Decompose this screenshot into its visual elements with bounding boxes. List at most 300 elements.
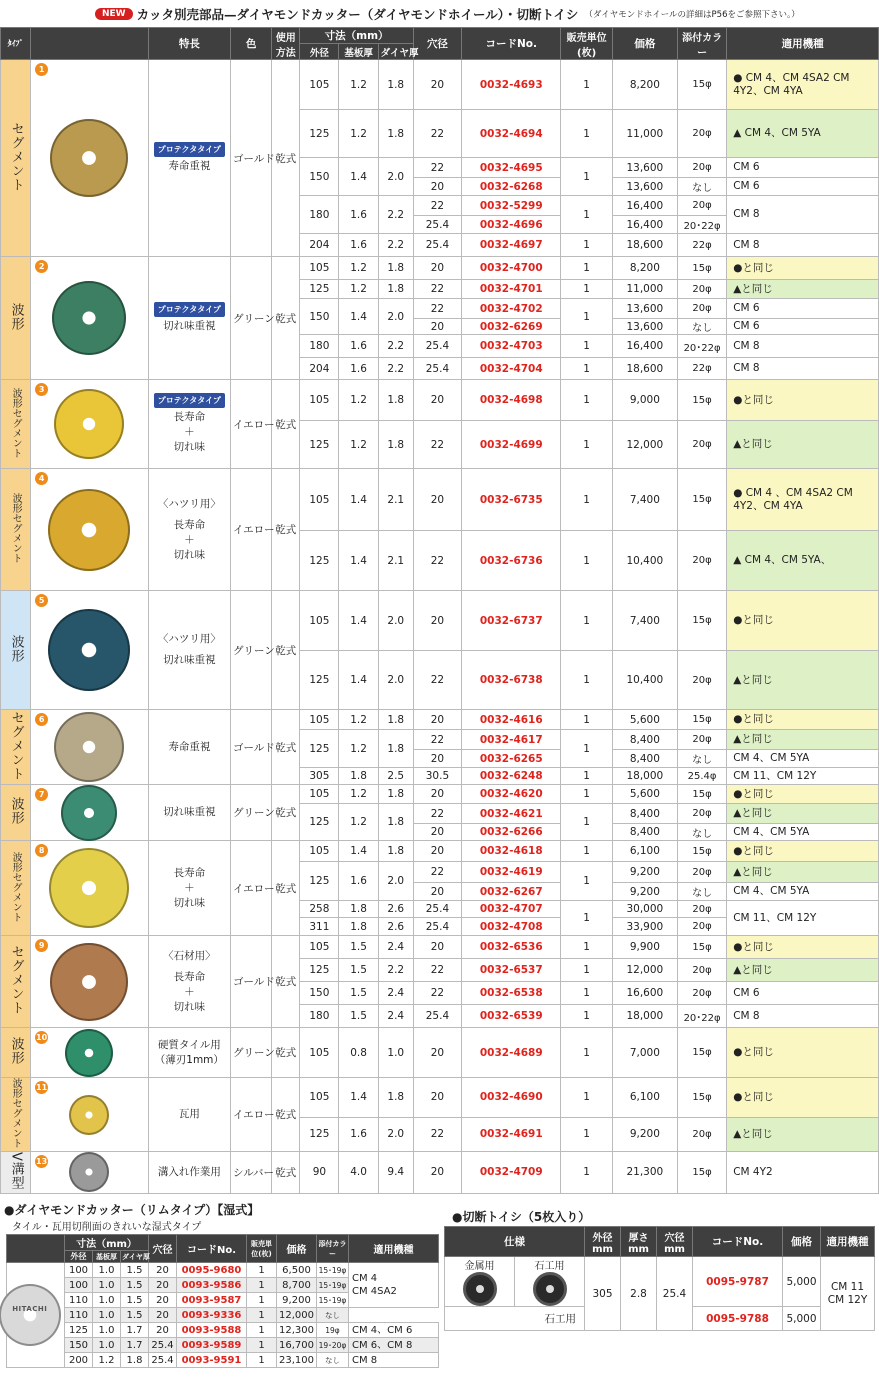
product-code: 0032-4707 xyxy=(462,901,561,918)
price: 33,900 xyxy=(612,918,677,936)
color-cell: グリーン xyxy=(231,591,272,710)
hole-diameter: 25.4 xyxy=(413,1005,461,1028)
col-method: 使用方法 xyxy=(272,28,300,60)
collar: 19φ xyxy=(317,1323,349,1338)
sales-unit: 1 xyxy=(561,936,612,959)
base-thickness: 1.4 xyxy=(339,158,378,196)
outer-diameter: 204 xyxy=(300,234,339,257)
base-thickness: 1.8 xyxy=(339,768,378,785)
collar: 22φ xyxy=(677,234,726,257)
base-thickness: 1.5 xyxy=(339,936,378,959)
hole-diameter: 20 xyxy=(413,841,461,862)
base-thickness: 1.6 xyxy=(339,1117,378,1151)
product-code: 0032-6248 xyxy=(462,768,561,785)
collar: 20･22φ xyxy=(677,216,726,234)
feature-line: ＋ xyxy=(184,881,195,894)
hole-diameter: 22 xyxy=(413,862,461,883)
hole-diameter: 20 xyxy=(413,785,461,804)
cut-col-code: コードNo. xyxy=(693,1227,783,1257)
feature-line: 長寿命 xyxy=(173,411,206,423)
method-cell: 乾式 xyxy=(272,841,300,936)
sales-unit: 1 xyxy=(561,110,612,158)
applicable-models: ▲ CM 4、CM 5YA、 xyxy=(727,531,879,591)
outer-diameter: 180 xyxy=(300,1005,339,1028)
hole-diameter: 20 xyxy=(149,1308,177,1323)
cut-metal-image xyxy=(445,1257,515,1307)
collar: 15･19φ xyxy=(317,1263,349,1278)
hole-diameter: 20 xyxy=(413,257,461,280)
diamond-thickness: 1.8 xyxy=(378,421,413,469)
applicable-models: CM 8 xyxy=(349,1353,439,1368)
outer-diameter: 180 xyxy=(300,335,339,358)
diamond-thickness: 2.0 xyxy=(378,1117,413,1151)
product-code: 0032-6266 xyxy=(462,824,561,841)
hole-diameter: 25.4 xyxy=(413,335,461,358)
hole-diameter: 20 xyxy=(149,1323,177,1338)
product-code: 0032-4616 xyxy=(462,710,561,730)
sales-unit: 1 xyxy=(561,1078,612,1118)
hole-diameter: 22 xyxy=(413,110,461,158)
diamond-disc-icon xyxy=(54,389,124,459)
color-cell: イエロー xyxy=(231,841,272,936)
hole-diameter: 20 xyxy=(149,1293,177,1308)
item-number: 4 xyxy=(35,472,48,485)
applicable-models: CM 6 xyxy=(727,299,879,319)
diamond-disc-icon xyxy=(48,489,130,571)
type-label: 波形セグメント xyxy=(10,387,22,458)
item-number: 5 xyxy=(35,594,48,607)
outer-diameter: 125 xyxy=(300,421,339,469)
sales-unit: 1 xyxy=(247,1353,277,1368)
collar: 15φ xyxy=(677,469,726,531)
collar: 15φ xyxy=(677,257,726,280)
base-thickness: 1.2 xyxy=(339,804,378,841)
product-image xyxy=(31,591,149,710)
applicable-models: CM 8 xyxy=(727,234,879,257)
applicable-models: ▲と同じ xyxy=(727,959,879,982)
base-thickness: 1.0 xyxy=(93,1263,121,1278)
sales-unit: 1 xyxy=(561,380,612,421)
collar: 15φ xyxy=(677,936,726,959)
outer-diameter: 105 xyxy=(300,380,339,421)
base-thickness: 1.0 xyxy=(93,1308,121,1323)
diamond-cutter-table xyxy=(0,27,879,1194)
table-row xyxy=(1,1152,879,1194)
outer-diameter: 105 xyxy=(300,841,339,862)
sales-unit: 1 xyxy=(561,710,612,730)
applicable-models: CM 4、CM 5YA xyxy=(727,883,879,901)
collar: 15φ xyxy=(677,841,726,862)
price: 8,200 xyxy=(612,60,677,110)
col-outer: 外径 xyxy=(300,44,339,60)
collar: 20･22φ xyxy=(677,335,726,358)
rim-section-title: ●ダイヤモンドカッター（リムタイプ）【湿式】 xyxy=(4,1203,260,1217)
feature-line: 切れ味重視 xyxy=(163,320,216,332)
product-code: 0032-4704 xyxy=(462,358,561,380)
page-note: （ダイヤモンドホイールの詳細はP56をご参照下さい。） xyxy=(584,9,800,20)
product-image xyxy=(31,257,149,380)
price: 8,400 xyxy=(612,750,677,768)
cut-col-spec: 仕様 xyxy=(445,1227,585,1257)
type-cell xyxy=(1,936,31,1028)
product-image xyxy=(31,841,149,936)
color-cell: グリーン xyxy=(231,785,272,841)
product-code: 0032-6539 xyxy=(462,1005,561,1028)
item-number: 3 xyxy=(35,383,48,396)
price: 9,200 xyxy=(612,883,677,901)
item-number: 9 xyxy=(35,939,48,952)
product-code: 0032-4709 xyxy=(462,1152,561,1194)
product-code: 0093-9589 xyxy=(177,1338,247,1353)
price: 12,300 xyxy=(277,1323,317,1338)
diamond-thickness: 1.0 xyxy=(378,1028,413,1078)
hole-diameter: 22 xyxy=(413,280,461,299)
diamond-thickness: 1.8 xyxy=(378,60,413,110)
base-thickness: 1.4 xyxy=(339,841,378,862)
outer-diameter: 150 xyxy=(65,1338,93,1353)
method-cell: 乾式 xyxy=(272,60,300,257)
price: 6,500 xyxy=(277,1263,317,1278)
feature-line: （薄刃1mm） xyxy=(154,1053,224,1066)
color-cell: グリーン xyxy=(231,257,272,380)
product-code: 0032-4698 xyxy=(462,380,561,421)
hole-diameter: 22 xyxy=(413,299,461,319)
item-number: 6 xyxy=(35,713,48,726)
hole-diameter: 20 xyxy=(413,469,461,531)
feature-line: 〈ハツリ用〉 xyxy=(157,497,221,510)
feature-cell xyxy=(148,1078,230,1152)
table-row xyxy=(1,785,879,804)
product-code: 0032-4708 xyxy=(462,918,561,936)
rim-col-unit: 販売単位(枚) xyxy=(247,1235,277,1263)
price: 8,700 xyxy=(277,1278,317,1293)
cut-spec: 石工用 xyxy=(445,1307,585,1331)
type-label: 波形セグメント xyxy=(10,851,22,922)
product-image xyxy=(31,710,149,785)
collar: 15φ xyxy=(677,380,726,421)
page-title: カッタ別売部品—ダイヤモンドカッター（ダイヤモンドホイール）・切断トイシ xyxy=(136,6,579,22)
hole-diameter: 20 xyxy=(413,710,461,730)
feature-line: 切れ味重視 xyxy=(163,806,216,818)
applicable-models: CM 4、CM 5YA xyxy=(727,824,879,841)
hole-diameter: 22 xyxy=(413,531,461,591)
hole-diameter: 20 xyxy=(413,824,461,841)
base-thickness: 1.4 xyxy=(339,591,378,651)
hole-diameter: 20 xyxy=(413,1152,461,1194)
outer-diameter: 105 xyxy=(300,936,339,959)
product-code: 0032-6538 xyxy=(462,982,561,1005)
sales-unit: 1 xyxy=(561,785,612,804)
diamond-disc-icon xyxy=(69,1152,109,1192)
table-row xyxy=(1,710,879,730)
product-code: 0032-4617 xyxy=(462,730,561,750)
applicable-models: ●と同じ xyxy=(727,1028,879,1078)
col-hole: 穴径 xyxy=(413,28,461,60)
cut-col-thick: 厚さmm xyxy=(621,1227,657,1257)
outer-diameter: 110 xyxy=(65,1308,93,1323)
applicable-models: ● CM 4 、CM 4SA2 CM 4Y2、CM 4YA xyxy=(727,469,879,531)
feature-cell xyxy=(148,785,230,841)
collar: 20φ xyxy=(677,804,726,824)
feature-line: 瓦用 xyxy=(178,1108,200,1120)
diamond-disc-icon xyxy=(65,1029,113,1077)
diamond-thickness: 2.5 xyxy=(378,768,413,785)
hole-diameter: 22 xyxy=(413,1117,461,1151)
feature-cell xyxy=(148,591,230,710)
outer-diameter: 125 xyxy=(300,110,339,158)
hole-diameter: 22 xyxy=(413,959,461,982)
outer-diameter: 200 xyxy=(65,1353,93,1368)
diamond-thickness: 1.5 xyxy=(121,1278,149,1293)
col-base: 基板厚 xyxy=(339,44,378,60)
cut-metal-label: 金属用 xyxy=(464,1261,495,1272)
applicable-models: ●と同じ xyxy=(727,785,879,804)
sales-unit: 1 xyxy=(561,901,612,936)
product-code: 0032-4697 xyxy=(462,234,561,257)
collar: 15･19φ xyxy=(317,1278,349,1293)
product-code: 0032-6268 xyxy=(462,178,561,196)
type-label: 波形セグメント xyxy=(10,493,22,563)
diamond-thickness: 2.2 xyxy=(378,196,413,234)
sales-unit: 1 xyxy=(561,959,612,982)
collar: なし xyxy=(677,319,726,335)
collar: なし xyxy=(677,883,726,901)
base-thickness: 1.2 xyxy=(339,785,378,804)
product-code: 0032-4696 xyxy=(462,216,561,234)
price: 7,000 xyxy=(612,1028,677,1078)
hole-diameter: 20 xyxy=(413,178,461,196)
diamond-thickness: 2.6 xyxy=(378,901,413,918)
product-code: 0093-9586 xyxy=(177,1278,247,1293)
feature-line: 溝入れ作業用 xyxy=(157,1165,221,1178)
outer-diameter: 258 xyxy=(300,901,339,918)
hole-diameter: 20 xyxy=(149,1278,177,1293)
method-cell: 乾式 xyxy=(272,710,300,785)
collar: 20φ xyxy=(677,110,726,158)
outer-diameter: 305 xyxy=(300,768,339,785)
price: 9,200 xyxy=(277,1293,317,1308)
collar: 20φ xyxy=(677,730,726,750)
cut-col-app: 適用機種 xyxy=(821,1227,875,1257)
applicable-models: ●と同じ xyxy=(727,257,879,280)
price: 18,600 xyxy=(612,358,677,380)
price: 13,600 xyxy=(612,158,677,178)
applicable-models: CM 8 xyxy=(727,335,879,358)
method-cell: 乾式 xyxy=(272,1152,300,1194)
base-thickness: 1.6 xyxy=(339,196,378,234)
table-row xyxy=(7,1338,439,1353)
applicable-models: CM 4、CM 5YA xyxy=(727,750,879,768)
price: 9,200 xyxy=(612,1117,677,1151)
product-code: 0032-6737 xyxy=(462,591,561,651)
applicable-models: CM 4Y2 xyxy=(727,1152,879,1194)
applicable-models: ▲と同じ xyxy=(727,1117,879,1151)
table-row xyxy=(7,1263,439,1278)
cut-outer: 305 xyxy=(585,1257,621,1331)
color-cell: イエロー xyxy=(231,380,272,469)
col-feature: 特長 xyxy=(148,28,230,60)
applicable-models: CM 6 xyxy=(727,178,879,196)
price: 16,400 xyxy=(612,335,677,358)
price: 13,600 xyxy=(612,319,677,335)
product-code: 0032-6269 xyxy=(462,319,561,335)
feature-cell xyxy=(148,1028,230,1078)
color-cell: ゴールド xyxy=(231,936,272,1028)
product-image xyxy=(31,785,149,841)
hole-diameter: 20 xyxy=(413,319,461,335)
outer-diameter: 150 xyxy=(300,299,339,335)
hole-diameter: 20 xyxy=(413,936,461,959)
type-label: V溝型 xyxy=(8,1152,24,1190)
outer-diameter: 125 xyxy=(300,804,339,841)
base-thickness: 1.2 xyxy=(339,257,378,280)
method-cell: 乾式 xyxy=(272,1078,300,1152)
protector-type-badge: プロテクタタイプ xyxy=(154,393,225,408)
rim-col-dia: ダイヤ厚 xyxy=(122,1252,150,1261)
outer-diameter: 110 xyxy=(65,1293,93,1308)
diamond-thickness: 1.5 xyxy=(121,1263,149,1278)
table-row xyxy=(7,1323,439,1338)
product-code: 0032-6735 xyxy=(462,469,561,531)
applicable-models: CM 6 xyxy=(727,319,879,335)
diamond-thickness: 1.8 xyxy=(378,841,413,862)
table-row xyxy=(1,841,879,862)
feature-cell xyxy=(148,257,230,380)
collar: 20φ xyxy=(677,901,726,918)
applicable-models: ●と同じ xyxy=(727,591,879,651)
base-thickness: 1.4 xyxy=(339,299,378,335)
feature-line: 長寿命 xyxy=(173,518,206,531)
feature-line: 寿命重視 xyxy=(168,740,211,753)
price: 23,100 xyxy=(277,1353,317,1368)
base-thickness: 1.8 xyxy=(339,901,378,918)
diamond-thickness: 2.2 xyxy=(378,358,413,380)
metal-disc-icon xyxy=(463,1272,497,1306)
hole-diameter: 20 xyxy=(413,1078,461,1118)
diamond-thickness: 1.8 xyxy=(121,1353,149,1368)
collar: なし xyxy=(677,824,726,841)
cut-stone-label: 石工用 xyxy=(534,1261,565,1272)
hole-diameter: 22 xyxy=(413,804,461,824)
col-collar: 添付カラー xyxy=(677,28,726,60)
type-cell xyxy=(1,469,31,591)
applicable-models: ●と同じ xyxy=(727,841,879,862)
hole-diameter: 20 xyxy=(413,1028,461,1078)
table-row xyxy=(1,469,879,531)
base-thickness: 1.2 xyxy=(339,110,378,158)
product-code: 0093-9336 xyxy=(177,1308,247,1323)
product-image xyxy=(31,936,149,1028)
rim-col-image xyxy=(7,1235,65,1263)
hole-diameter: 25.4 xyxy=(413,358,461,380)
feature-line: 硬質タイル用 xyxy=(157,1038,221,1051)
diamond-thickness: 2.4 xyxy=(378,936,413,959)
base-thickness: 4.0 xyxy=(339,1152,378,1194)
diamond-thickness: 2.0 xyxy=(378,299,413,335)
price: 18,000 xyxy=(612,768,677,785)
diamond-thickness: 2.2 xyxy=(378,959,413,982)
applicable-models: ▲と同じ xyxy=(727,804,879,824)
applicable-models: ●と同じ xyxy=(727,710,879,730)
base-thickness: 1.5 xyxy=(339,959,378,982)
diamond-disc-icon xyxy=(69,1095,109,1135)
product-code: 0032-4690 xyxy=(462,1078,561,1118)
product-code: 0032-4703 xyxy=(462,335,561,358)
price: 16,700 xyxy=(277,1338,317,1353)
outer-diameter: 105 xyxy=(300,1028,339,1078)
base-thickness: 1.8 xyxy=(339,918,378,936)
hole-diameter: 20 xyxy=(413,750,461,768)
outer-diameter: 125 xyxy=(300,730,339,768)
color-cell: シルバー xyxy=(231,1152,272,1194)
rim-section-subtitle: タイル・瓦用切削面のきれいな湿式タイプ xyxy=(12,1222,202,1233)
rim-col-outer: 外径 xyxy=(65,1251,93,1263)
cut-app: CM 11 CM 12Y xyxy=(821,1257,875,1331)
rim-disc-icon xyxy=(0,1284,61,1346)
base-thickness: 1.4 xyxy=(339,531,378,591)
cut-price: 5,000 xyxy=(783,1307,821,1331)
sales-unit: 1 xyxy=(561,1117,612,1151)
collar: 25.4φ xyxy=(677,768,726,785)
collar: 20φ xyxy=(677,1117,726,1151)
cut-price: 5,000 xyxy=(783,1257,821,1307)
price: 9,200 xyxy=(612,862,677,883)
applicable-models: ●と同じ xyxy=(727,936,879,959)
feature-line: 切れ味 xyxy=(173,1000,206,1013)
color-cell: イエロー xyxy=(231,1078,272,1152)
type-cell xyxy=(1,1152,31,1194)
applicable-models: ▲と同じ xyxy=(727,730,879,750)
sales-unit: 1 xyxy=(561,158,612,196)
diamond-thickness: 1.7 xyxy=(121,1338,149,1353)
product-image xyxy=(31,380,149,469)
outer-diameter: 100 xyxy=(65,1278,93,1293)
diamond-thickness: 2.4 xyxy=(378,982,413,1005)
hole-diameter: 22 xyxy=(413,196,461,216)
base-thickness: 1.5 xyxy=(339,982,378,1005)
product-code: 0032-6536 xyxy=(462,936,561,959)
diamond-thickness: 1.5 xyxy=(121,1308,149,1323)
method-cell: 乾式 xyxy=(272,1028,300,1078)
applicable-models: ●と同じ xyxy=(727,380,879,421)
protector-type-badge: プロテクタタイプ xyxy=(154,302,225,317)
hole-diameter: 22 xyxy=(413,982,461,1005)
method-cell: 乾式 xyxy=(272,785,300,841)
price: 18,600 xyxy=(612,234,677,257)
col-color: 色 xyxy=(231,28,272,60)
cut-code: 0095-9787 xyxy=(693,1257,783,1307)
base-thickness: 1.6 xyxy=(339,234,378,257)
collar: なし xyxy=(317,1308,349,1323)
cut-col-hole: 穴径mm xyxy=(657,1227,693,1257)
rim-type-table xyxy=(6,1234,439,1368)
item-number: 10 xyxy=(36,1033,48,1042)
feature-cell xyxy=(148,841,230,936)
color-cell: ゴールド xyxy=(231,710,272,785)
product-code: 0032-6265 xyxy=(462,750,561,768)
applicable-models: CM 4 CM 4SA2 xyxy=(349,1263,439,1308)
sales-unit: 1 xyxy=(561,531,612,591)
cut-stone-image xyxy=(515,1257,585,1307)
applicable-models: ▲と同じ xyxy=(727,651,879,710)
rim-col-code: コードNo. xyxy=(177,1235,247,1263)
diamond-thickness: 1.8 xyxy=(378,380,413,421)
feature-cell xyxy=(148,380,230,469)
price: 7,400 xyxy=(612,469,677,531)
feature-line: 寿命重視 xyxy=(168,160,211,172)
feature-line: 長寿命 xyxy=(173,866,206,879)
base-thickness: 1.2 xyxy=(339,730,378,768)
